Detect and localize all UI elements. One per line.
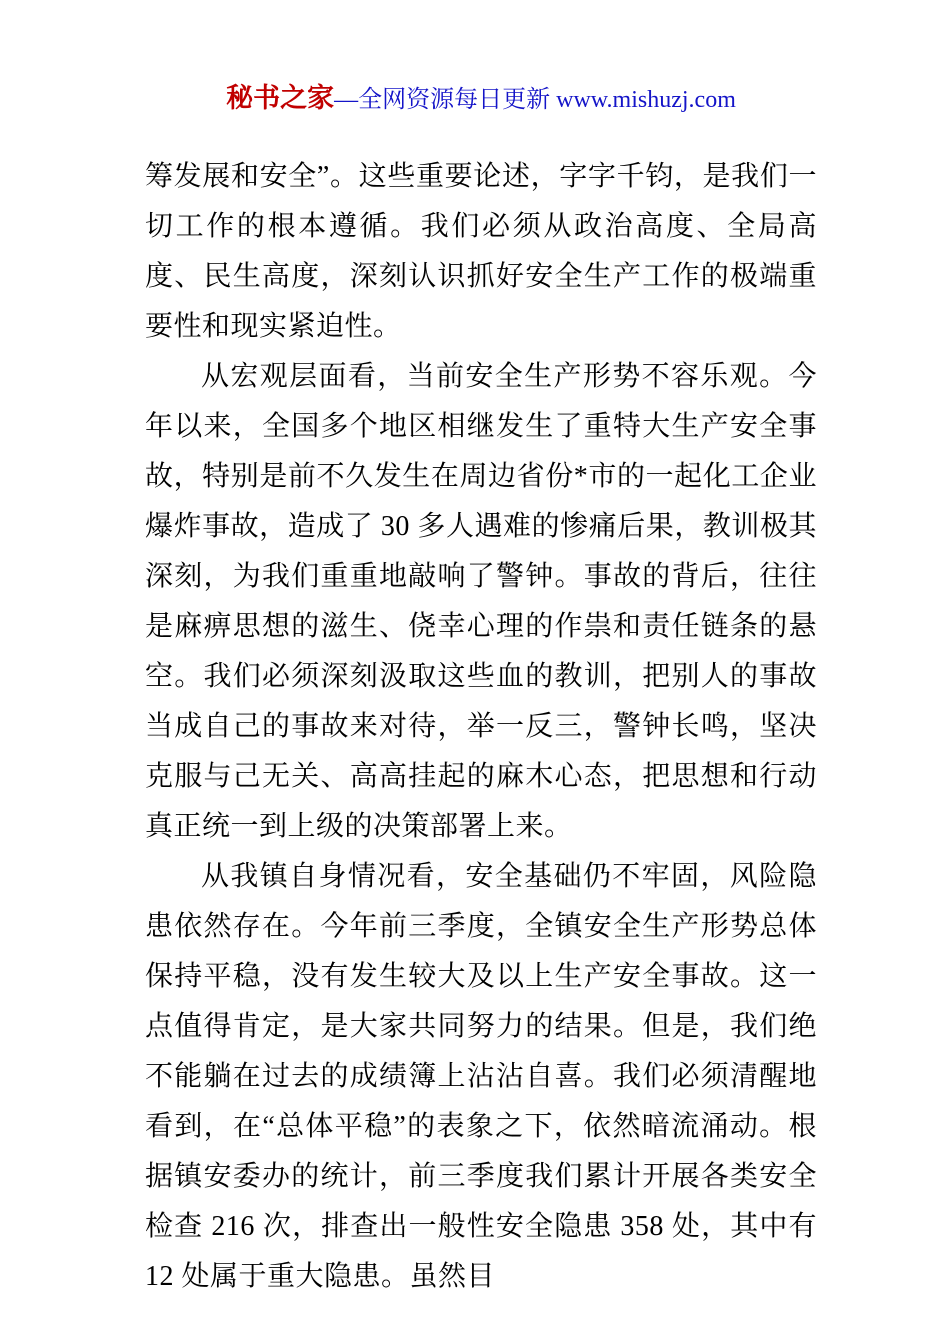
site-header [145, 82, 817, 116]
brand-name: 秘书之家 [226, 83, 335, 113]
document-body [145, 152, 817, 1302]
header-tagline: —全网资源每日更新 [334, 87, 557, 113]
site-url-link[interactable]: www.mishuzj.com [556, 87, 736, 113]
paragraph: 筹发展和安全”。这些重要论述，字字千钧，是我们一切工作的根本遵循。我们必须从政治高度、全局高度、民生高度，深刻认识抓好安全生产工作的极端重要性和现实紧迫性。 [145, 161, 817, 342]
paragraph: 从我镇自身情况看，安全基础仍不牢固，风险隐患依然存在。今年前三季度，全镇安全生产形势总体保持平稳，没有发生较大及以上生产安全事故。这一点值得肯定，是大家共同努力的结果。但是，我们绝不能躺在过去的成绩簿上沾沾自喜。我们必须清醒地看到，在“总体平稳”的表象之下，依然暗流涌动。根据镇安委办的统计，前三季度我们累计开展各类安全检查 216 次，排查出一般性安全隐患 358 处，其中有 12 处属于重大隐患。虽然目 [145, 861, 817, 1292]
paragraph: 从宏观层面看，当前安全生产形势不容乐观。今年以来，全国多个地区相继发生了重特大生产安全事故，特别是前不久发生在周边省份*市的一起化工企业爆炸事故，造成了 30 多人遇难的惨痛后果，教训极其深刻，为我们重重地敲响了警钟。事故的背后，往往是麻痹思想的滋生、侥幸心理的作祟和责任链条的悬空。我们必须深刻汲取这些血的教训，把别人的事故当成自己的事故来对待，举一反三，警钟长鸣，坚决克服与己无关、高高挂起的麻木心态，把思想和行动真正统一到上级的决策部署上来。 [145, 361, 817, 842]
